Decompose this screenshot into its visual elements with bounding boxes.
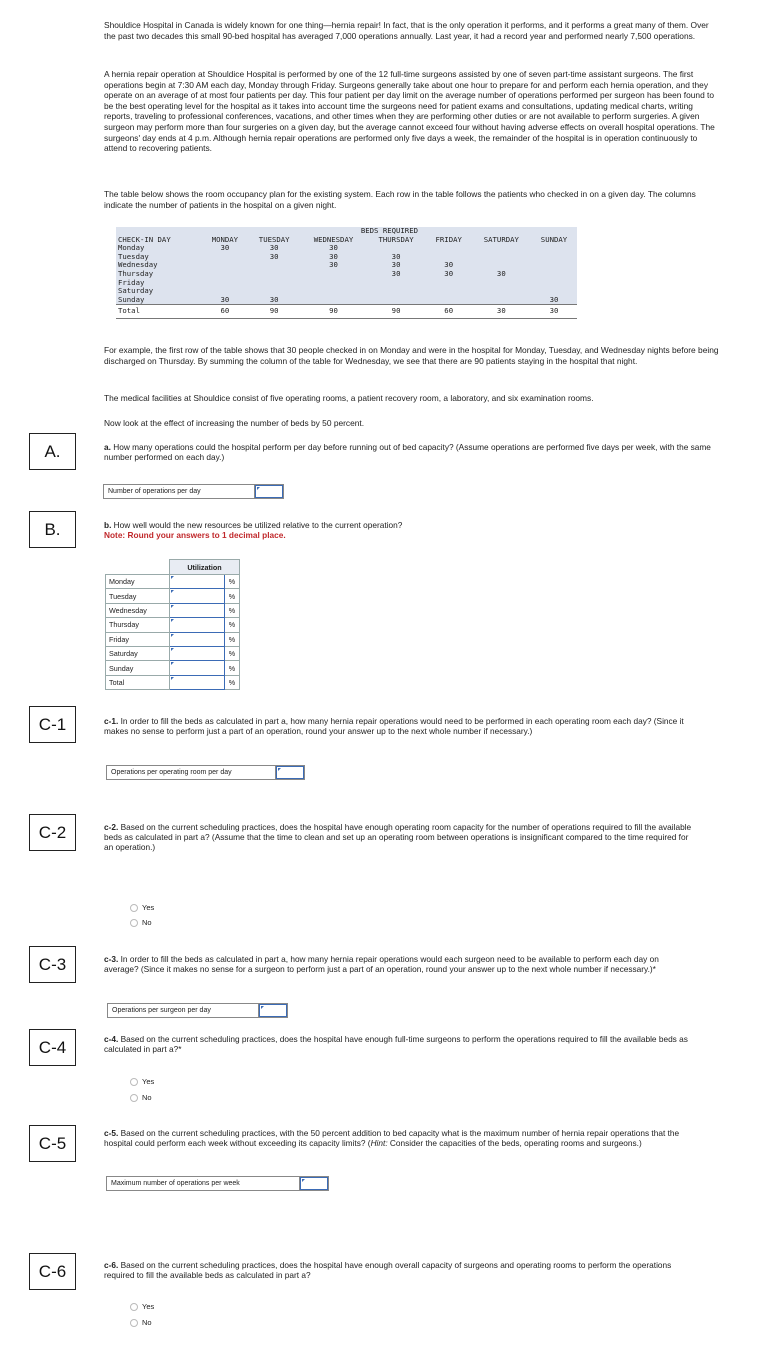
c4-yes-option[interactable]: [130, 1077, 154, 1086]
beds-cell: 30: [248, 253, 301, 262]
beds-cell: [366, 287, 425, 296]
col-header: SUNDAY: [531, 236, 577, 245]
beds-cell: [366, 279, 425, 288]
total-cell: 30: [472, 305, 531, 319]
beds-cell: 30: [301, 253, 367, 262]
checkin-day: Thursday: [116, 270, 202, 279]
c6-yes-option[interactable]: [130, 1302, 154, 1311]
beds-cell: [472, 244, 531, 253]
utilization-row: [106, 603, 240, 617]
radio-circle[interactable]: [130, 1094, 138, 1102]
radio-circle[interactable]: [130, 904, 138, 912]
question-letter: c-1.: [104, 716, 119, 726]
total-cell: 90: [248, 305, 301, 319]
question-c1: [104, 716, 694, 736]
c6-no-option[interactable]: [130, 1318, 152, 1327]
beds-cell: [366, 296, 425, 305]
utilization-input[interactable]: [170, 675, 225, 689]
label-c2: C-2: [29, 814, 76, 851]
col-header: WEDNESDAY: [301, 236, 367, 245]
beds-cell: [426, 287, 472, 296]
question-text-cont: Consider the capacities of the beds, operating rooms and surgeons.): [387, 1138, 642, 1149]
utilization-row: [106, 661, 240, 675]
radio-circle[interactable]: [130, 1303, 138, 1311]
label-c3: C-3: [29, 946, 76, 983]
question-text: Based on the current scheduling practices, does the hospital have enough full-time surgeons to perform the operations required to fill the available beds as calculated in part a?*: [104, 1034, 688, 1055]
beds-cell: 30: [301, 244, 367, 253]
answer-c3-input[interactable]: [259, 1004, 287, 1017]
question-text: Based on the current scheduling practices, does the hospital have enough operating room capacity for the number of operations required to fill the available beds as calculated in part a? (Assume that the time to clean and set up an operating room between operations is insignificant compared to the time required for an operation.): [104, 822, 692, 853]
radio-label: Yes: [142, 903, 155, 912]
col-header: FRIDAY: [426, 236, 472, 245]
question-text: How well would the new resources be utilized relative to the current operation?: [111, 520, 403, 530]
answer-c5-box: [106, 1176, 329, 1191]
utilization-row: [106, 589, 240, 603]
beds-cell: 30: [531, 296, 577, 305]
col-header: SATURDAY: [472, 236, 531, 245]
checkin-day: Sunday: [116, 296, 202, 305]
row-header: CHECK-IN DAY: [116, 236, 202, 245]
table-row: [116, 287, 577, 296]
percent-sign: %: [225, 618, 240, 632]
total-label: Total: [116, 305, 202, 319]
utilization-table: [105, 559, 240, 690]
label-c4: C-4: [29, 1029, 76, 1066]
answer-a-box: [103, 484, 284, 499]
utilization-day: Monday: [106, 575, 170, 589]
radio-label: Yes: [142, 1302, 155, 1311]
question-c2: [104, 822, 694, 853]
checkin-day: Monday: [116, 244, 202, 253]
beds-cell: [248, 261, 301, 270]
radio-label: No: [142, 1318, 152, 1327]
total-cell: 90: [301, 305, 367, 319]
c4-no-option[interactable]: [130, 1093, 152, 1102]
utilization-header: Utilization: [170, 560, 240, 575]
beds-cell: [248, 270, 301, 279]
table-row: [116, 270, 577, 279]
radio-circle[interactable]: [130, 1078, 138, 1086]
beds-cell: [202, 253, 248, 262]
utilization-day: Total: [106, 675, 170, 689]
question-a: [104, 442, 722, 462]
facilities-paragraph: The medical facilities at Shouldice consist of five operating rooms, a patient recovery room, a laboratory, and six examination rooms.: [104, 393, 594, 403]
percent-sign: %: [225, 661, 240, 675]
label-c5: C-5: [29, 1125, 76, 1162]
checkin-day: Friday: [116, 279, 202, 288]
utilization-row: [106, 632, 240, 646]
percent-sign: %: [225, 646, 240, 660]
utilization-input[interactable]: [170, 603, 225, 617]
utilization-day: Wednesday: [106, 603, 170, 617]
beds-cell: 30: [366, 270, 425, 279]
beds-cell: 30: [248, 296, 301, 305]
rounding-note: Note: Round your answers to 1 decimal place.: [104, 530, 286, 541]
beds-cell: 30: [301, 261, 367, 270]
question-text: In order to fill the beds as calculated in part a, how many hernia repair operations would need to be performed in each operating room each day? (Since it makes no sense to perform just a part of an operation, round your answer up to the next whole number if necessary.): [104, 716, 684, 737]
question-text: In order to fill the beds as calculated in part a, how many hernia repair operations would each surgeon need to be available to perform each day on average? (Since it makes no sense for a surgeon to perform just a part of an operation, round your answer up to the next whole number if necessary.)*: [104, 954, 659, 975]
radio-circle[interactable]: [130, 1319, 138, 1327]
beds-required-table: [116, 227, 577, 319]
label-c1: C-1: [29, 706, 76, 743]
utilization-input[interactable]: [170, 618, 225, 632]
beds-cell: [301, 296, 367, 305]
answer-c1-input[interactable]: [276, 766, 304, 779]
beds-cell: [426, 244, 472, 253]
beds-cell: [531, 261, 577, 270]
beds-cell: [202, 279, 248, 288]
question-text: How many operations could the hospital perform per day before running out of bed capacity? (Assume operations are performed five days per week, with the same number performed on each day.): [104, 442, 711, 463]
question-c3: [104, 954, 694, 974]
total-cell: 30: [531, 305, 577, 319]
beds-cell: [531, 253, 577, 262]
radio-label: No: [142, 918, 152, 927]
beds-cell: [472, 279, 531, 288]
example-paragraph: For example, the first row of the table shows that 30 people checked in on Monday and were in the hospital for Monday, Tuesday, and Wednesday nights before being discharged on Thursday. By summing the column of the table for Wednesday, we see that there are 90 patients staying in the hospital that night.: [104, 345, 719, 366]
question-letter: c-5.: [104, 1128, 119, 1138]
beds-cell: [472, 296, 531, 305]
question-letter: c-4.: [104, 1034, 119, 1044]
utilization-row: [106, 575, 240, 589]
beds-cell: 30: [472, 270, 531, 279]
question-letter: c-2.: [104, 822, 119, 832]
beds-cell: 30: [248, 244, 301, 253]
question-text: Based on the current scheduling practices, does the hospital have enough overall capacity of surgeons and operating rooms to perform the operations required to fill the available beds as calculated in part a?: [104, 1260, 672, 1281]
utilization-day: Thursday: [106, 618, 170, 632]
table-row: [116, 296, 577, 305]
utilization-input[interactable]: [170, 575, 225, 589]
beds-cell: [301, 279, 367, 288]
label-b: B.: [29, 511, 76, 548]
answer-c3-box: [107, 1003, 288, 1018]
total-cell: 60: [202, 305, 248, 319]
percent-sign: %: [225, 675, 240, 689]
utilization-day: Saturday: [106, 646, 170, 660]
beds-cell: 30: [426, 261, 472, 270]
question-c6: [104, 1260, 694, 1280]
col-header: THURSDAY: [366, 236, 425, 245]
c2-no-option[interactable]: [130, 918, 152, 927]
table-row: [116, 244, 577, 253]
radio-label: No: [142, 1093, 152, 1102]
table-row: [116, 253, 577, 262]
beds-cell: [531, 244, 577, 253]
table-row: [116, 261, 577, 270]
answer-c1-label: Operations per operating room per day: [107, 766, 276, 779]
beds-cell: [301, 287, 367, 296]
beds-cell: 30: [366, 261, 425, 270]
answer-c5-input[interactable]: [300, 1177, 328, 1190]
beds-cell: [531, 279, 577, 288]
answer-c5-label: Maximum number of operations per week: [107, 1177, 300, 1190]
hint-label: Hint:: [370, 1138, 388, 1149]
col-header: TUESDAY: [248, 236, 301, 245]
utilization-day: Tuesday: [106, 589, 170, 603]
answer-a-input[interactable]: [255, 485, 283, 498]
percent-sign: %: [225, 632, 240, 646]
checkin-day: Wednesday: [116, 261, 202, 270]
checkin-day: Saturday: [116, 287, 202, 296]
beds-cell: [426, 296, 472, 305]
beds-cell: [248, 279, 301, 288]
checkin-day: Tuesday: [116, 253, 202, 262]
question-letter: b.: [104, 520, 112, 530]
beds-cell: [202, 261, 248, 270]
question-letter: a.: [104, 442, 111, 452]
percent-sign: %: [225, 575, 240, 589]
percent-sign: %: [225, 589, 240, 603]
beds-cell: [531, 270, 577, 279]
answer-a-label: Number of operations per day: [104, 485, 255, 498]
intro-paragraph-3: The table below shows the room occupancy plan for the existing system. Each row in the table follows the patients who checked in on a given day. The columns indicate the number of patients in the hospital on a given night.: [104, 189, 696, 210]
question-b: [104, 520, 694, 540]
label-c6: C-6: [29, 1253, 76, 1290]
beds-cell: [301, 270, 367, 279]
table-row: [116, 279, 577, 288]
question-c4: [104, 1034, 694, 1054]
radio-label: Yes: [142, 1077, 155, 1086]
table-title: BEDS REQUIRED: [202, 227, 577, 236]
utilization-row: [106, 646, 240, 660]
question-letter: c-6.: [104, 1260, 119, 1270]
radio-circle[interactable]: [130, 919, 138, 927]
question-letter: c-3.: [104, 954, 119, 964]
utilization-day: Friday: [106, 632, 170, 646]
intro-paragraph-2: A hernia repair operation at Shouldice Hospital is performed by one of the 12 full-time surgeons assisted by one of seven part-time assistant surgeons. The first operations begin at 7:30 AM each day, Monday through Friday. Surgeons generally take about one hour to prepare for and perform each hernia operation, and they operate on an average of at most four patients per day. This four patient per day limit on the average number of operations performed per surgeon has been found to be the best operating level for the hospital as it takes into account time the surgeons need for patient exams and consultations, updating medical charts, writing reports, traveling to professional conferences, vacations, and other times when they are performing other duties or are not available to perform surgeries. A given surgeon may perform more than four surgeries on a given day, but the average cannot exceed four without having adverse effects on overall hospital operations. The surgeons' day ends at 4 p.m. Although hernia repair operations are performed only five days a week, the remainder of the hospital is in operation continuously to attend to recovering patients.: [104, 69, 715, 154]
answer-c1-box: [106, 765, 305, 780]
utilization-input[interactable]: [170, 646, 225, 660]
utilization-input[interactable]: [170, 632, 225, 646]
question-c5: [104, 1128, 694, 1148]
beds-cell: 30: [202, 244, 248, 253]
beds-cell: [472, 253, 531, 262]
utilization-row: [106, 618, 240, 632]
label-a: A.: [29, 433, 76, 470]
beds-cell: 30: [426, 270, 472, 279]
beds-cell: [472, 287, 531, 296]
utilization-input[interactable]: [170, 589, 225, 603]
col-header: MONDAY: [202, 236, 248, 245]
answer-c3-label: Operations per surgeon per day: [108, 1004, 259, 1017]
total-cell: 60: [426, 305, 472, 319]
beds-cell: [202, 270, 248, 279]
c2-yes-option[interactable]: [130, 903, 154, 912]
intro-paragraph-1: Shouldice Hospital in Canada is widely known for one thing—hernia repair! In fact, that is the only operation it performs, and it performs a great many of them. Over the past two decades this small 90-bed hospital has averaged 7,000 operations annually. Last year, it had a record year and performed nearly 7,500 operations.: [104, 20, 709, 41]
total-cell: 90: [366, 305, 425, 319]
total-row: [116, 305, 577, 319]
beds-cell: 30: [202, 296, 248, 305]
utilization-input[interactable]: [170, 661, 225, 675]
utilization-day: Sunday: [106, 661, 170, 675]
question-text: Based on the current scheduling practices, with the 50 percent addition to bed capacity what is the maximum number of hernia repair operations that the hospital could perform each week without exceeding its capacity limits? (: [104, 1128, 680, 1149]
beds-cell: [426, 279, 472, 288]
increase-paragraph: Now look at the effect of increasing the number of beds by 50 percent.: [104, 418, 365, 428]
beds-cell: 30: [366, 253, 425, 262]
utilization-row: [106, 675, 240, 689]
percent-sign: %: [225, 603, 240, 617]
